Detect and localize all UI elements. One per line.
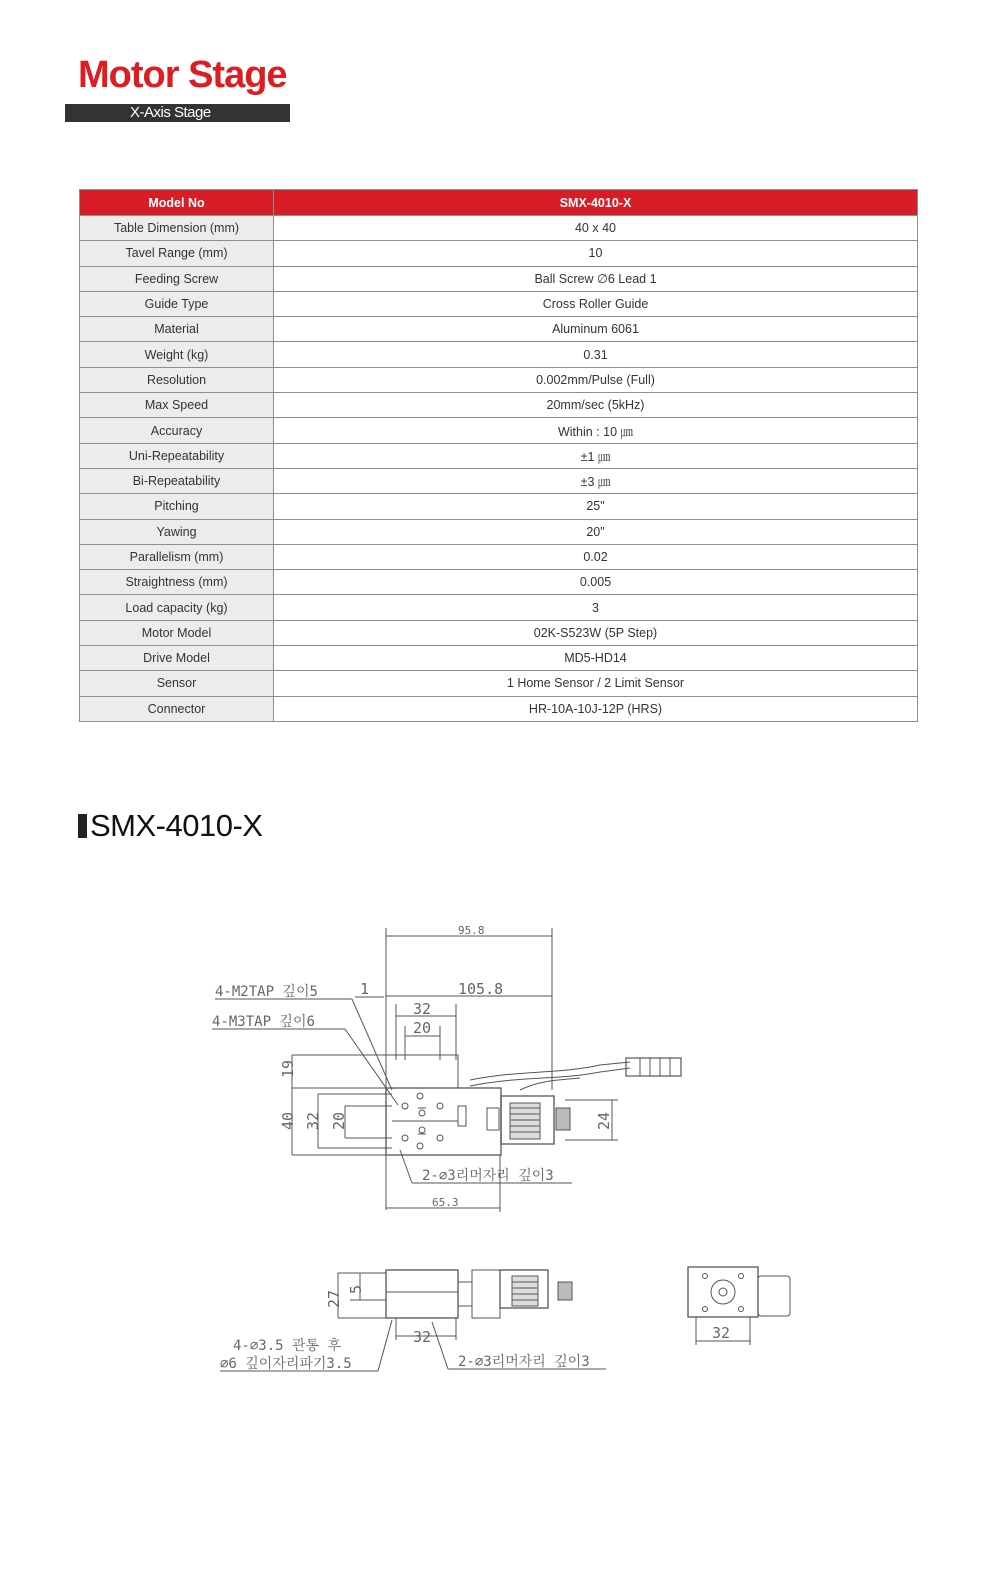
header-model-no: Model No (80, 190, 274, 216)
dim-1: 1 (360, 980, 370, 998)
spec-value: Cross Roller Guide (274, 291, 918, 316)
spec-value: 1 Home Sensor / 2 Limit Sensor (274, 671, 918, 696)
note-hole-1: 4-∅3.5 관통 후 (233, 1338, 342, 1354)
spec-label: Feeding Screw (80, 266, 274, 291)
spec-value: 20mm/sec (5kHz) (274, 393, 918, 418)
header-model-value: SMX-4010-X (274, 190, 918, 216)
spec-label: Weight (kg) (80, 342, 274, 367)
top-view (212, 924, 681, 1212)
spec-value: ±1 ㎛ (274, 443, 918, 468)
dim-5: 5 (347, 1284, 365, 1294)
spec-value: 0.02 (274, 544, 918, 569)
spec-label: Tavel Range (mm) (80, 241, 274, 266)
side-view (220, 1270, 606, 1372)
note-hole-2: ∅6 깊이자리파기3.5 (220, 1356, 352, 1372)
spec-label: Material (80, 317, 274, 342)
note-m2-tap: 4-M2TAP 깊이5 (215, 984, 318, 1000)
spec-label: Sensor (80, 671, 274, 696)
spec-label: Motor Model (80, 620, 274, 645)
end-view (688, 1267, 790, 1345)
spec-label: Table Dimension (mm) (80, 216, 274, 241)
spec-value: Aluminum 6061 (274, 317, 918, 342)
spec-value: 25" (274, 494, 918, 519)
spec-value: 0.31 (274, 342, 918, 367)
spec-label: Uni-Repeatability (80, 443, 274, 468)
spec-label: Resolution (80, 367, 274, 392)
dim-40: 40 (279, 1111, 297, 1130)
dim-20-left: 20 (330, 1111, 348, 1130)
spec-value: HR-10A-10J-12P (HRS) (274, 696, 918, 721)
spec-label: Yawing (80, 519, 274, 544)
spec-label: Max Speed (80, 393, 274, 418)
spec-value: 02K-S523W (5P Step) (274, 620, 918, 645)
note-ream-top: 2-∅3리머자리 깊이3 (422, 1168, 554, 1184)
spec-label: Guide Type (80, 291, 274, 316)
spec-value: Ball Screw ∅6 Lead 1 (274, 266, 918, 291)
spec-value: 0.005 (274, 570, 918, 595)
spec-value: 0.002mm/Pulse (Full) (274, 367, 918, 392)
dim-65-3: 65.3 (432, 1196, 459, 1209)
note-m3-tap: 4-M3TAP 깊이6 (212, 1014, 315, 1030)
spec-value: Within : 10 ㎛ (274, 418, 918, 443)
dim-32-side: 32 (413, 1328, 432, 1346)
dim-105-8: 105.8 (458, 980, 504, 998)
spec-value: 40 x 40 (274, 216, 918, 241)
subtitle: X-Axis Stage (130, 104, 211, 121)
spec-label: Bi-Repeatability (80, 468, 274, 493)
dim-95-8: 95.8 (458, 924, 485, 937)
spec-label: Accuracy (80, 418, 274, 443)
spec-value: MD5-HD14 (274, 646, 918, 671)
dim-24: 24 (595, 1111, 613, 1130)
spec-value: 3 (274, 595, 918, 620)
spec-label: Pitching (80, 494, 274, 519)
dim-32-top: 32 (413, 1000, 432, 1018)
note-ream-side: 2-∅3리머자리 깊이3 (458, 1354, 590, 1370)
dim-32-left: 32 (304, 1111, 322, 1130)
spec-value: ±3 ㎛ (274, 468, 918, 493)
spec-label: Load capacity (kg) (80, 595, 274, 620)
spec-label: Drive Model (80, 646, 274, 671)
dim-19: 19 (279, 1059, 297, 1078)
dim-27: 27 (325, 1289, 343, 1308)
spec-label: Straightness (mm) (80, 570, 274, 595)
spec-label: Connector (80, 696, 274, 721)
spec-value: 20" (274, 519, 918, 544)
page-title: Motor Stage (78, 54, 287, 96)
dim-20-top: 20 (413, 1019, 432, 1037)
spec-label: Parallelism (mm) (80, 544, 274, 569)
dim-32-end: 32 (712, 1324, 731, 1342)
spec-value: 10 (274, 241, 918, 266)
section-title-text: SMX-4010-X (90, 808, 263, 843)
